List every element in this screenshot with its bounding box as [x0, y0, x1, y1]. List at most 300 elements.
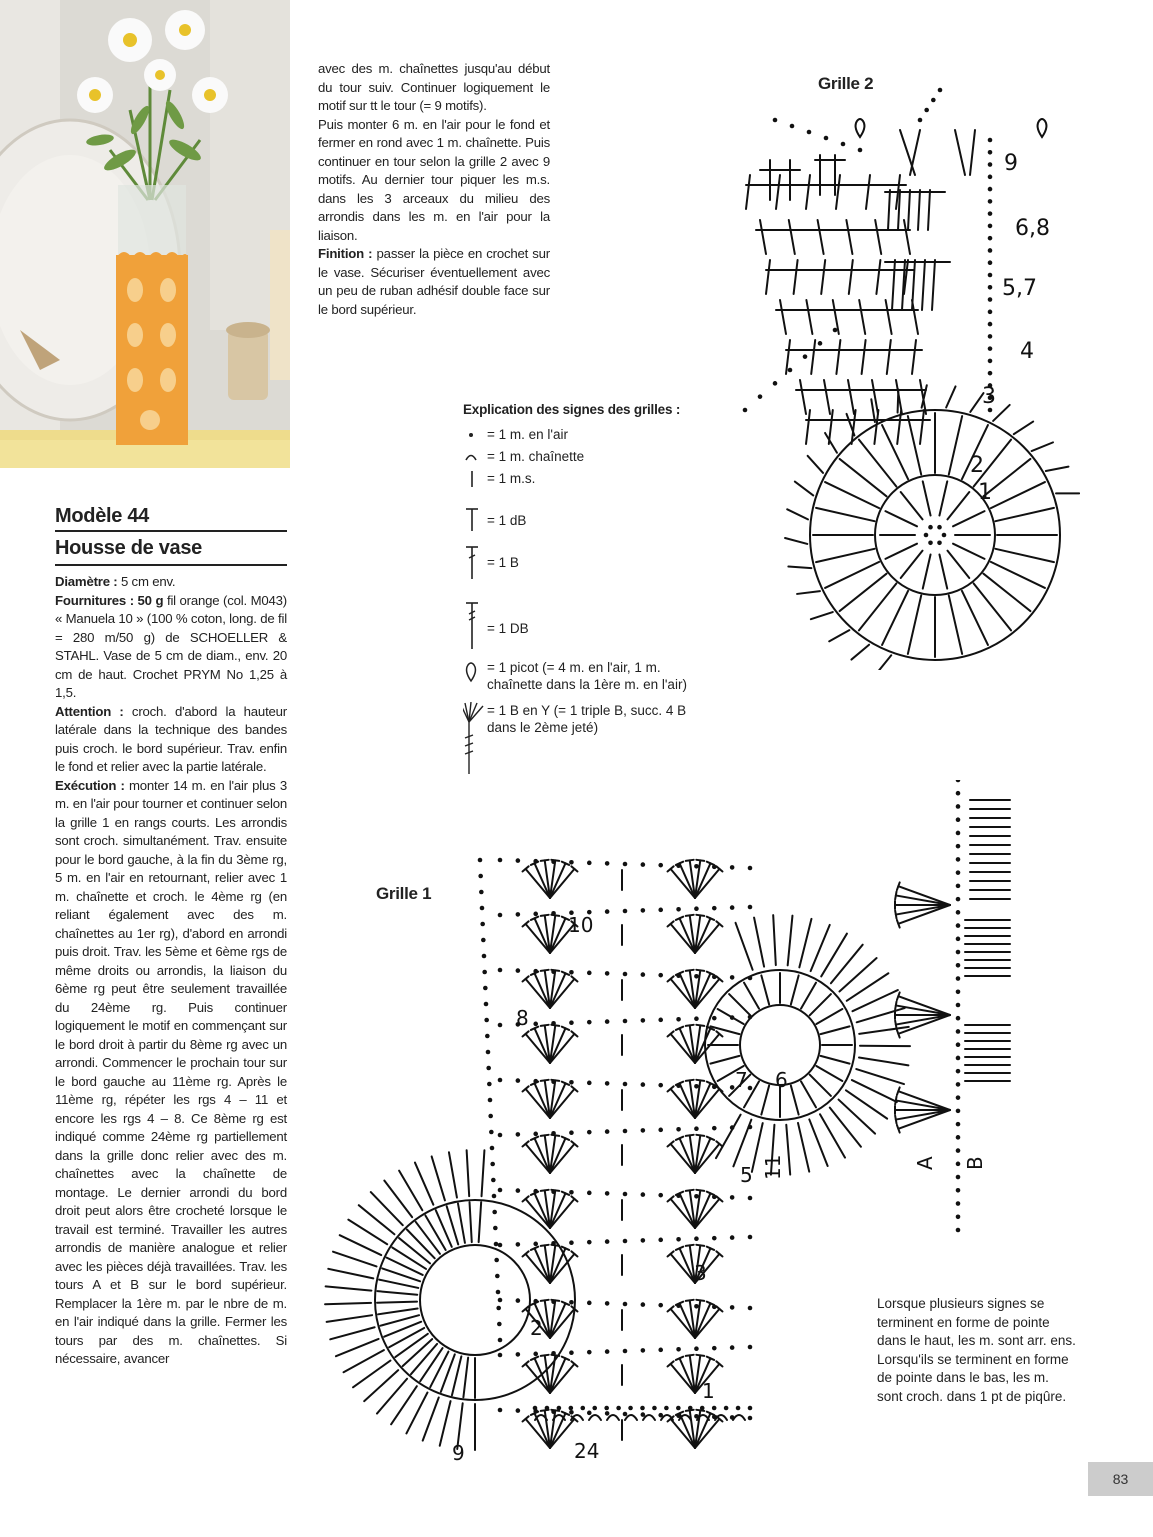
legend-item: = 1 picot (= 4 m. en l'air, 1 m. chaînette dans la 1ère m. en l'air) [463, 659, 697, 693]
chain-dot [533, 912, 538, 917]
stitch-mark [801, 1081, 816, 1107]
chain-dot [748, 976, 753, 981]
stitch-mark [395, 1334, 428, 1357]
chain-dot [956, 976, 961, 981]
stitch-mark [744, 983, 759, 1009]
row-label: 10 [568, 913, 594, 937]
chain-dot [533, 1189, 538, 1194]
chain-dot [569, 1406, 574, 1411]
chain-dot [988, 371, 993, 376]
stitch-mark [947, 492, 969, 519]
chain-dot [551, 1409, 556, 1414]
stitch-mark [541, 1080, 549, 1081]
stitch-mark [949, 595, 962, 653]
chain-dot [623, 1349, 628, 1354]
chain-dot [694, 1016, 699, 1021]
stitch-mark [897, 1087, 900, 1095]
stitch-mark [809, 1119, 827, 1166]
chain-dot [730, 1085, 735, 1090]
chain-dot [748, 1306, 753, 1311]
chain-dot [533, 1022, 538, 1027]
row-label: 1 [978, 480, 992, 505]
chain-dot [480, 906, 485, 911]
stitch-mark [686, 1025, 694, 1026]
stitch-mark [859, 300, 865, 334]
chain-dot [694, 864, 699, 869]
chain-dot [676, 1083, 681, 1088]
chain-dot [956, 1162, 961, 1167]
stitch-mark [686, 1190, 694, 1191]
chain-dot [587, 861, 592, 866]
stitch-mark [766, 260, 770, 294]
chain-dot [676, 1413, 681, 1418]
chain-dot [641, 1238, 646, 1243]
chain-dot [493, 1226, 498, 1231]
stitch-mark [452, 1356, 461, 1395]
stitch-mark [541, 1190, 549, 1191]
stitch-mark [947, 551, 969, 578]
chain-dot [712, 1305, 717, 1310]
chain-dot [694, 974, 699, 979]
stitch-mark [736, 923, 753, 970]
chain-dot [988, 187, 993, 192]
chain-dot [676, 973, 681, 978]
chain-dot [956, 791, 961, 796]
dot-icon [463, 426, 487, 445]
stitch-mark [896, 1110, 950, 1120]
stitch-mark [866, 175, 870, 209]
stitch-mark [791, 975, 799, 1004]
row-label: 3 [694, 1261, 707, 1285]
round-ring [420, 1245, 530, 1355]
fan-icon [463, 702, 487, 779]
stitch-mark [340, 1235, 381, 1255]
stitch-mark [458, 1203, 465, 1242]
chain-dot [533, 1132, 538, 1137]
chain-dot [833, 328, 838, 333]
chain-dot [724, 1406, 729, 1411]
chain-dot [956, 1042, 961, 1047]
chain-dot [956, 989, 961, 994]
row-label: 1 [702, 1379, 715, 1403]
chain-dot [569, 860, 574, 865]
stitch-mark [760, 220, 766, 254]
chain-dot [623, 1239, 628, 1244]
stitch-mark [399, 1238, 430, 1263]
stitch-mark [541, 915, 549, 916]
chain-dot [489, 1130, 494, 1135]
chain-dot [641, 1082, 646, 1087]
chain-dot [988, 199, 993, 204]
stitch-mark [328, 1269, 373, 1279]
chain-dot [551, 1241, 556, 1246]
stitch-mark [816, 549, 874, 562]
chain-dot [516, 968, 521, 973]
legend-item: = 1 m. chaînette [463, 448, 584, 467]
chain-dot [758, 394, 763, 399]
chain-dot [694, 1346, 699, 1351]
stitch-mark [900, 130, 915, 175]
chain-dot [676, 1193, 681, 1198]
chain-dot [956, 1122, 961, 1127]
chain-dot [676, 907, 681, 912]
chain-dot [712, 1415, 717, 1420]
stitch-mark [432, 1156, 445, 1200]
stitch-mark [467, 1150, 470, 1196]
stitch-mark [816, 508, 874, 521]
chain-dot [516, 1078, 521, 1083]
picot-icon [463, 659, 487, 688]
stitch-mark [920, 410, 924, 444]
chain-dot [628, 1406, 633, 1411]
stitch-mark [846, 220, 852, 254]
chain-dot [490, 1146, 495, 1151]
chain-dot [551, 859, 556, 864]
stitch-mark [908, 416, 921, 474]
stitch-mark [794, 260, 798, 294]
chain-dot [605, 1081, 610, 1086]
chain-dot [956, 857, 961, 862]
chain-dot [480, 922, 485, 927]
stitch-mark [908, 595, 921, 653]
chain-dot [956, 1135, 961, 1140]
chain-dot [623, 862, 628, 867]
chain-dot [494, 1258, 499, 1263]
stitch-mark [877, 655, 892, 670]
chain-dot [498, 858, 503, 863]
chain-dot [712, 1085, 717, 1090]
stitch-mark [333, 1252, 377, 1267]
chain-dot [988, 334, 993, 339]
chain-dot [551, 1351, 556, 1356]
stitch-mark [686, 1300, 694, 1301]
chain-dot [658, 908, 663, 913]
chain-dot [569, 1350, 574, 1355]
chain-dot [605, 1129, 610, 1134]
chain-dot [676, 1347, 681, 1352]
stitch-mark [896, 895, 950, 905]
chain-dot [712, 1236, 717, 1241]
stitch-mark [871, 399, 875, 422]
chain-dot [569, 1130, 574, 1135]
chain-dot [587, 1020, 592, 1025]
chain-arc [589, 1415, 601, 1420]
stitch-mark [696, 1135, 704, 1136]
stitch-mark [686, 915, 694, 916]
chain-arc [625, 1415, 637, 1420]
chain-dot [807, 130, 812, 135]
row-label: 5 [740, 1163, 753, 1187]
chain-dot [516, 1408, 521, 1413]
stitch-mark [423, 1397, 439, 1440]
chain-dot [956, 1175, 961, 1180]
stitch-mark [449, 1152, 457, 1197]
chain-dot [533, 1299, 538, 1304]
legend-item: = 1 m. en l'air [463, 426, 568, 445]
stitch-mark [932, 260, 935, 310]
stitch-mark [874, 410, 878, 444]
stitch-mark [801, 983, 816, 1009]
stitch-mark [541, 1245, 549, 1246]
chain-dot [694, 1084, 699, 1089]
stitch-mark [330, 1327, 374, 1339]
legend-item: = 1 DB [463, 600, 529, 653]
stitch-mark [882, 425, 908, 479]
vase-photo [0, 0, 290, 468]
chain-dot [694, 1414, 699, 1419]
stitch-mark [791, 1086, 799, 1115]
chain-dot [533, 859, 538, 864]
row-label: 2 [970, 453, 984, 478]
stitch-mark [991, 562, 1045, 588]
stitch-mark [923, 554, 931, 588]
chain-dot [748, 1125, 753, 1130]
row-label: 2 [530, 1316, 543, 1340]
stitch-mark [746, 175, 750, 209]
chain-dot [928, 525, 933, 530]
chain-dot [824, 136, 829, 141]
chain-dot [486, 1066, 491, 1071]
chain-dot [623, 1019, 628, 1024]
chain-dot [498, 1338, 503, 1343]
stitch-mark [470, 1202, 472, 1242]
legend-item: = 1 B en Y (= 1 triple B, succ. 4 B dans le 2ème jeté) [463, 702, 707, 779]
stitch-mark [836, 175, 840, 209]
stitch-mark [825, 482, 879, 508]
chain-dot [956, 1095, 961, 1100]
stitch-mark [789, 220, 795, 254]
chain-dot [803, 354, 808, 359]
stitch-mark [810, 994, 831, 1015]
stitch-mark [795, 482, 813, 496]
stitch-mark [897, 1125, 900, 1133]
chain-dot [641, 1192, 646, 1197]
stitch-mark [895, 892, 896, 900]
stitch-mark [773, 915, 776, 965]
chain-dot [988, 248, 993, 253]
chain-dot [496, 1290, 501, 1295]
chain-dot [956, 910, 961, 915]
stitch-mark [800, 380, 806, 414]
chain-dot [956, 804, 961, 809]
chain-dot [640, 1406, 645, 1411]
chain-dot [956, 1201, 961, 1206]
stitch-mark [898, 1110, 950, 1129]
chain-dot [818, 341, 823, 346]
chain-dot [533, 1242, 538, 1247]
chain-dot [484, 1002, 489, 1007]
stitch-mark [946, 386, 955, 407]
chain-dot [676, 1017, 681, 1022]
chain-dot [490, 1162, 495, 1167]
chain-dot [956, 844, 961, 849]
chain-dot [551, 911, 556, 916]
stitch-mark [922, 260, 925, 310]
t-icon [463, 506, 487, 535]
chain-dot [551, 1131, 556, 1136]
instructions-paragraph: Attention : croch. d'abord la hauteur latérale dans la technique des bandes puis croch. le bord supérieur. Trav. enfin le fond et relier avec la partie latérale. [55, 703, 287, 774]
stitch-mark [786, 1125, 790, 1175]
chain-dot [495, 1274, 500, 1279]
row-label: 5,7 [1002, 276, 1037, 301]
chain-dot [551, 969, 556, 974]
stitch-mark [463, 1358, 468, 1398]
chain-dot [748, 1235, 753, 1240]
stitch-mark [806, 410, 810, 444]
chain-dot [498, 1298, 503, 1303]
chain-dot [918, 118, 923, 123]
chain-dot [658, 1238, 663, 1243]
chain-dot [956, 780, 961, 782]
chain-dot [533, 1406, 538, 1411]
chain-dot [605, 1239, 610, 1244]
chain-dot [694, 1126, 699, 1131]
chain-dot [498, 1188, 503, 1193]
stitch-mark [479, 1202, 482, 1242]
stitch-mark [379, 1280, 418, 1288]
chain-dot [498, 1133, 503, 1138]
stitch-mark [892, 260, 895, 310]
chain-dot [641, 1348, 646, 1353]
chain-dot [551, 1079, 556, 1084]
chain-dot [569, 1410, 574, 1415]
stitch-mark [896, 1005, 950, 1015]
stitch-mark [953, 544, 985, 559]
chain-dot [479, 890, 484, 895]
stitch-mark [776, 175, 780, 209]
stitch-mark [811, 340, 815, 374]
chain-dot [498, 913, 503, 918]
chain-dot [605, 861, 610, 866]
chain-dot [712, 1126, 717, 1131]
chain-dot [730, 1345, 735, 1350]
stitch-mark [392, 1247, 426, 1268]
chain-dot [956, 1029, 961, 1034]
chain-dot [498, 968, 503, 973]
chain-dot [569, 1020, 574, 1025]
stitch-mark [895, 911, 896, 919]
stitch-mark [898, 1015, 950, 1034]
stitch-mark [411, 1344, 437, 1374]
chain-dot [623, 909, 628, 914]
stitch-mark [970, 130, 975, 175]
stitch-mark [897, 1030, 900, 1038]
stitch-mark [829, 410, 833, 444]
chain-dot [587, 1081, 592, 1086]
chain-dot [494, 1242, 499, 1247]
chain-dot [569, 1080, 574, 1085]
page-number: 83 [1088, 1462, 1153, 1496]
chain-dot [988, 224, 993, 229]
stitch-mark [953, 511, 985, 526]
stitch-mark [377, 1302, 417, 1303]
row-label: 7 [735, 1068, 748, 1092]
chain-dot [924, 108, 929, 113]
stitch-mark [1014, 422, 1033, 435]
stitch-mark [425, 1215, 445, 1250]
chain-dot [748, 1015, 753, 1020]
chain-dot [605, 1349, 610, 1354]
legend-title: Explication des signes des grilles : [463, 402, 681, 417]
chain-dot [587, 1301, 592, 1306]
stitch-mark [836, 340, 840, 374]
chain-dot [956, 1148, 961, 1153]
chain-dot [623, 972, 628, 977]
chain-dot [841, 142, 846, 147]
stitch-mark [882, 591, 908, 645]
stitch-mark [816, 1066, 842, 1081]
stitch-mark [806, 300, 812, 334]
chain-dot [956, 1056, 961, 1061]
chain-dot [484, 1018, 489, 1023]
chain-dot [580, 1406, 585, 1411]
chain-dot [956, 1003, 961, 1008]
stitch-mark [811, 612, 833, 619]
stitch-mark [885, 511, 917, 526]
stitch-mark [440, 1401, 451, 1446]
row-label: B [963, 1156, 987, 1170]
legend-item: = 1 m.s. [463, 470, 535, 491]
stitch-mark [910, 130, 920, 175]
chain-dot [587, 971, 592, 976]
chain-dot [790, 124, 795, 129]
chain-dot [658, 1413, 663, 1418]
chain-dot [773, 118, 778, 123]
chain-dot [516, 1352, 521, 1357]
chain-dot [956, 1188, 961, 1193]
chain-dot [481, 938, 486, 943]
chain-dot [956, 963, 961, 968]
chain-dot [676, 1406, 681, 1411]
chain-dot [712, 1346, 717, 1351]
stitch-mark [895, 1097, 896, 1105]
chain-dot [587, 1191, 592, 1196]
stitch-mark [808, 456, 823, 473]
chain-dot [623, 1302, 628, 1307]
grille2-label: Grille 2 [818, 74, 874, 93]
chain-dot [496, 1306, 501, 1311]
legend-item: = 1 B [463, 544, 519, 583]
stitch-mark [839, 1100, 876, 1134]
chain-dot [498, 1243, 503, 1248]
chain-dot [937, 525, 942, 530]
stitch-mark [761, 1086, 769, 1115]
stitch-mark [896, 1100, 950, 1110]
stitch-mark [875, 220, 881, 254]
chain-dot [748, 1416, 753, 1421]
chain-dot [956, 937, 961, 942]
stitch-mark [416, 1222, 440, 1254]
stitch-mark [898, 996, 950, 1015]
stitch-mark [407, 1230, 435, 1259]
chain-dot [533, 969, 538, 974]
chain-dot [736, 1406, 741, 1411]
chain-dot [937, 540, 942, 545]
stitch-mark [430, 1352, 448, 1388]
chain-dot [730, 1015, 735, 1020]
chain-dot [641, 1018, 646, 1023]
chain-dot [551, 1299, 556, 1304]
chain-dot [604, 1406, 609, 1411]
chain-dot [988, 211, 993, 216]
chain-dot [587, 1350, 592, 1355]
stitch-mark [895, 1002, 896, 1010]
chain-dot [569, 1300, 574, 1305]
stitch-mark [686, 1245, 694, 1246]
chain-dot [676, 1237, 681, 1242]
chain-dot [748, 1086, 753, 1091]
chain-dot [730, 865, 735, 870]
